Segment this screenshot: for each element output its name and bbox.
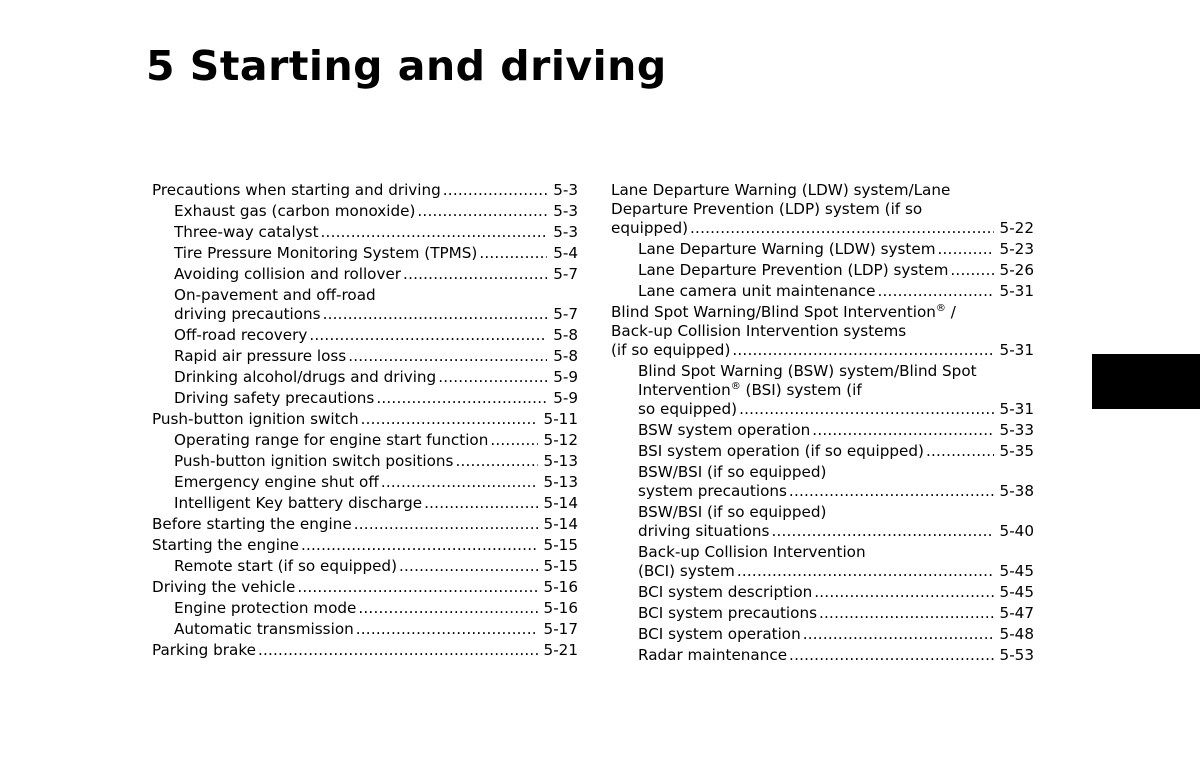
- toc-entry[interactable]: [152, 326, 578, 345]
- toc-entry-title: BSW system operation: [638, 421, 811, 439]
- toc-entry[interactable]: [611, 181, 1034, 238]
- dot-leader: [732, 341, 993, 360]
- toc-entry[interactable]: [611, 543, 1034, 581]
- toc-entry[interactable]: [152, 244, 578, 263]
- toc-entry-page: 5-21: [543, 641, 578, 659]
- toc-entry-page: 5-35: [999, 442, 1034, 460]
- dot-leader: [455, 452, 537, 471]
- toc-entry-page: 5-3: [553, 181, 578, 199]
- toc-entry-title: Driving the vehicle: [152, 578, 296, 596]
- toc-entry[interactable]: [611, 282, 1034, 301]
- toc-entry-title-line: Departure Prevention (LDP) system (if so: [611, 200, 923, 218]
- dot-leader: [814, 583, 993, 602]
- dot-leader: [771, 522, 993, 541]
- toc-entry[interactable]: [611, 463, 1034, 501]
- toc-entry-title: Starting the engine: [152, 536, 299, 554]
- dot-leader: [381, 473, 538, 492]
- toc-entry-title-line: Blind Spot Warning/Blind Spot Intervention® /: [611, 303, 956, 321]
- toc-entry-page: 5-31: [999, 282, 1034, 300]
- toc-entry[interactable]: [152, 368, 578, 387]
- dot-leader: [323, 305, 548, 324]
- dot-leader: [438, 368, 547, 387]
- toc-entry-page: 5-23: [999, 240, 1034, 258]
- toc-entry-page: 5-15: [543, 557, 578, 575]
- toc-entry-title-line: Back-up Collision Intervention systems: [611, 322, 907, 340]
- toc-entry-title-line: Intervention® (BSI) system (if: [638, 381, 862, 399]
- toc-entry-page: 5-16: [543, 578, 578, 596]
- toc-entry-title: Lane Departure Prevention (LDP) system: [638, 261, 949, 279]
- dot-leader: [358, 599, 537, 618]
- toc-entry-title: driving situations: [638, 522, 770, 540]
- toc-entry[interactable]: [152, 494, 578, 513]
- toc-entry-title: system precautions: [638, 482, 787, 500]
- dot-leader: [490, 431, 537, 450]
- toc-entry[interactable]: [152, 599, 578, 618]
- toc-entry-title-line: Lane Departure Warning (LDW) system/Lane: [611, 181, 951, 199]
- toc-entry-title: Precautions when starting and driving: [152, 181, 441, 199]
- toc-entry-page: 5-47: [999, 604, 1034, 622]
- dot-leader: [403, 265, 547, 284]
- chapter-title: 5 Starting and driving: [146, 42, 667, 90]
- toc-entry-title: Push-button ignition switch: [152, 410, 359, 428]
- toc-entry-title-line: On-pavement and off-road: [174, 286, 376, 304]
- toc-entry[interactable]: [611, 261, 1034, 280]
- toc-entry-page: 5-3: [553, 223, 578, 241]
- toc-entry-page: 5-16: [543, 599, 578, 617]
- toc-left-column: [152, 181, 578, 662]
- dot-leader: [690, 219, 994, 238]
- toc-entry-page: 5-15: [543, 536, 578, 554]
- toc-entry-page: 5-4: [553, 244, 578, 262]
- toc-right-column: [611, 181, 1034, 667]
- toc-entry-title: Intelligent Key battery discharge: [174, 494, 423, 512]
- toc-entry-page: 5-45: [999, 583, 1034, 601]
- toc-entry-title: Drinking alcohol/drugs and driving: [174, 368, 437, 386]
- toc-entry-title: (if so equipped): [611, 341, 731, 359]
- toc-entry-page: 5-45: [999, 562, 1034, 580]
- dot-leader: [417, 202, 547, 221]
- toc-entry[interactable]: [611, 303, 1034, 360]
- dot-leader: [789, 482, 994, 501]
- toc-entry-title: Driving safety precautions: [174, 389, 375, 407]
- toc-entry-title: Engine protection mode: [174, 599, 357, 617]
- toc-entry-title: Remote start (if so equipped): [174, 557, 397, 575]
- dot-leader: [258, 641, 538, 660]
- toc-entry-title: (BCI) system: [638, 562, 735, 580]
- toc-entry-title-line: BSW/BSI (if so equipped): [638, 463, 827, 481]
- toc-entry[interactable]: [152, 347, 578, 366]
- toc-entry-title: Exhaust gas (carbon monoxide): [174, 202, 416, 220]
- toc-entry[interactable]: [611, 503, 1034, 541]
- dot-leader: [297, 578, 537, 597]
- toc-entry[interactable]: [152, 578, 578, 597]
- toc-entry-page: 5-13: [543, 452, 578, 470]
- toc-entry-page: 5-31: [999, 400, 1034, 418]
- dot-leader: [950, 261, 993, 280]
- dot-leader: [443, 181, 547, 200]
- toc-entry-title: BCI system precautions: [638, 604, 817, 622]
- toc-entry-page: 5-22: [999, 219, 1034, 237]
- toc-entry-page: 5-14: [543, 494, 578, 512]
- toc-entry[interactable]: [611, 646, 1034, 665]
- toc-entry-title: Tire Pressure Monitoring System (TPMS): [174, 244, 478, 262]
- toc-entry-page: 5-53: [999, 646, 1034, 664]
- toc-entry-page: 5-38: [999, 482, 1034, 500]
- dot-leader: [803, 625, 994, 644]
- toc-entry-title: BSI system operation (if so equipped): [638, 442, 924, 460]
- toc-entry[interactable]: [152, 431, 578, 450]
- toc-entry-page: 5-7: [553, 265, 578, 283]
- dot-leader: [321, 223, 548, 242]
- toc-entry-title: equipped): [611, 219, 689, 237]
- toc-entry-title: Off-road recovery: [174, 326, 308, 344]
- toc-entry-title: so equipped): [638, 400, 738, 418]
- toc-entry[interactable]: [611, 604, 1034, 623]
- toc-entry[interactable]: [152, 620, 578, 639]
- toc-entry[interactable]: [152, 452, 578, 471]
- toc-entry-title: Automatic transmission: [174, 620, 354, 638]
- toc-entry-page: 5-13: [543, 473, 578, 491]
- chapter-thumb-tab: [1092, 354, 1200, 409]
- toc-entry-page: 5-14: [543, 515, 578, 533]
- dot-leader: [399, 557, 538, 576]
- toc-entry-page: 5-11: [543, 410, 578, 428]
- toc-entry-title: Parking brake: [152, 641, 256, 659]
- toc-entry[interactable]: [611, 625, 1034, 644]
- dot-leader: [301, 536, 538, 555]
- toc-entry-title: Rapid air pressure loss: [174, 347, 347, 365]
- toc-entry-page: 5-12: [543, 431, 578, 449]
- toc-entry[interactable]: [152, 223, 578, 242]
- dot-leader: [424, 494, 537, 513]
- toc-entry-title: driving precautions: [174, 305, 321, 323]
- toc-entry-page: 5-9: [553, 389, 578, 407]
- toc-entry-page: 5-48: [999, 625, 1034, 643]
- dot-leader: [812, 421, 993, 440]
- dot-leader: [739, 400, 993, 419]
- toc-entry[interactable]: [152, 202, 578, 221]
- toc-entry[interactable]: [152, 473, 578, 492]
- toc-entry-title-line: BSW/BSI (if so equipped): [638, 503, 827, 521]
- toc-entry[interactable]: [152, 536, 578, 555]
- toc-entry-title: Operating range for engine start function: [174, 431, 489, 449]
- toc-entry[interactable]: [152, 410, 578, 429]
- toc-entry-page: 5-8: [553, 347, 578, 365]
- toc-entry-title: Radar maintenance: [638, 646, 788, 664]
- dot-leader: [348, 347, 547, 366]
- toc-entry-title: Emergency engine shut off: [174, 473, 379, 491]
- dot-leader: [309, 326, 547, 345]
- dot-leader: [361, 410, 538, 429]
- dot-leader: [878, 282, 994, 301]
- toc-entry[interactable]: [152, 265, 578, 284]
- toc-entry[interactable]: [152, 181, 578, 200]
- toc-entry[interactable]: [152, 389, 578, 408]
- toc-entry-page: 5-7: [553, 305, 578, 323]
- dot-leader: [376, 389, 547, 408]
- toc-entry-title: Push-button ignition switch positions: [174, 452, 454, 470]
- toc-entry-title-line: Back-up Collision Intervention: [638, 543, 866, 561]
- toc-entry-title: Three-way catalyst: [174, 223, 319, 241]
- dot-leader: [354, 515, 538, 534]
- toc-entry-title-line: Blind Spot Warning (BSW) system/Blind Spot: [638, 362, 977, 380]
- toc-entry[interactable]: [152, 641, 578, 660]
- toc-entry-page: 5-31: [999, 341, 1034, 359]
- toc-entry[interactable]: [152, 557, 578, 576]
- toc-entry[interactable]: [611, 240, 1034, 259]
- toc-entry-page: 5-8: [553, 326, 578, 344]
- toc-entry-page: 5-9: [553, 368, 578, 386]
- toc-entry[interactable]: [152, 286, 578, 324]
- dot-leader: [356, 620, 538, 639]
- dot-leader: [819, 604, 994, 623]
- toc-entry-title: Before starting the engine: [152, 515, 352, 533]
- dot-leader: [937, 240, 993, 259]
- toc-entry[interactable]: [611, 421, 1034, 440]
- dot-leader: [479, 244, 547, 263]
- toc-entry-title: Lane camera unit maintenance: [638, 282, 876, 300]
- toc-entry-page: 5-3: [553, 202, 578, 220]
- toc-entry-title: BCI system description: [638, 583, 813, 601]
- toc-entry[interactable]: [611, 442, 1034, 461]
- toc-entry-title: Avoiding collision and rollover: [174, 265, 402, 283]
- dot-leader: [926, 442, 994, 461]
- dot-leader: [789, 646, 993, 665]
- toc-entry-page: 5-17: [543, 620, 578, 638]
- toc-entry-page: 5-33: [999, 421, 1034, 439]
- toc-entry[interactable]: [611, 362, 1034, 419]
- toc-entry[interactable]: [611, 583, 1034, 602]
- toc-entry[interactable]: [152, 515, 578, 534]
- toc-entry-page: 5-40: [999, 522, 1034, 540]
- toc-entry-title: Lane Departure Warning (LDW) system: [638, 240, 936, 258]
- dot-leader: [737, 562, 994, 581]
- toc-entry-title: BCI system operation: [638, 625, 801, 643]
- toc-entry-page: 5-26: [999, 261, 1034, 279]
